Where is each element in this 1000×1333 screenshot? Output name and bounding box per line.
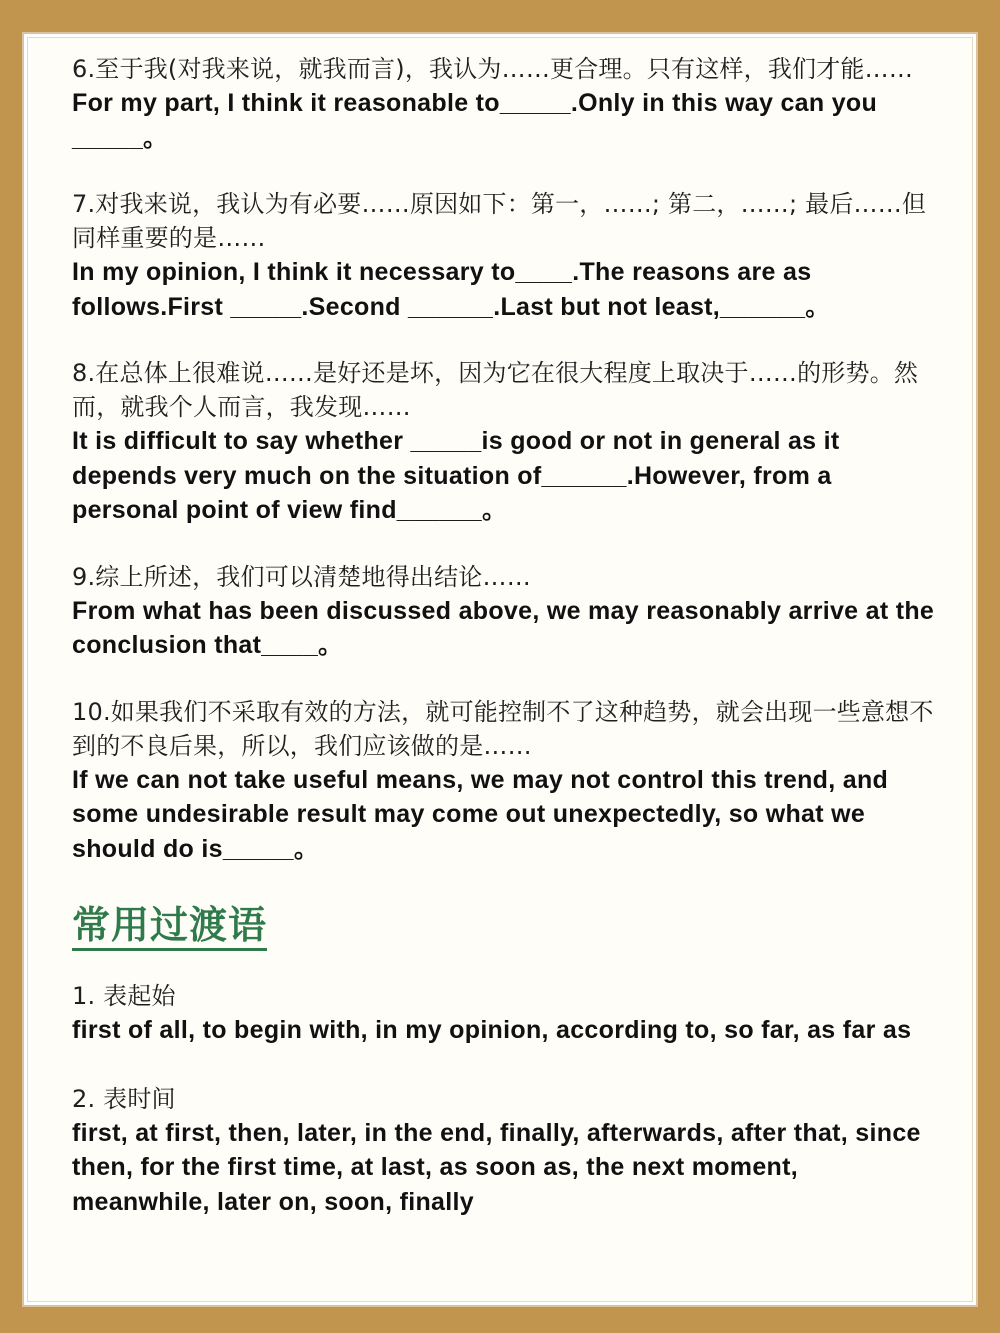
- phrase-english: For my part, I think it reasonable to_____.Only in this way can you _____。: [72, 89, 878, 152]
- phrase-item-7: [72, 187, 942, 324]
- phrase-chinese: 7.对我来说，我认为有必要……原因如下：第一，……; 第二，……; 最后……但同样重要的是……: [72, 190, 927, 252]
- group-label: 1. 表起始: [72, 982, 176, 1010]
- phrase-chinese: 10.如果我们不采取有效的方法，就可能控制不了这种趋势，就会出现一些意想不到的不良后果，所以，我们应该做的是……: [72, 697, 934, 760]
- transition-group-time: [72, 1082, 942, 1220]
- group-words: first of all, to begin with, in my opinion, according to, so far, as far as: [72, 1016, 912, 1044]
- document-content: [72, 52, 942, 1253]
- phrase-english: In my opinion, I think it necessary to____.The reasons are as follows.First _____.Second ______.Last but not least,______。: [72, 258, 831, 321]
- phrase-english: From what has been discussed above, we may reasonably arrive at the conclusion that____。: [72, 596, 935, 659]
- phrase-chinese: 6.至于我(对我来说，就我而言)，我认为……更合理。只有这样，我们才能……: [72, 55, 914, 83]
- phrase-item-8: [72, 356, 942, 528]
- phrase-english: It is difficult to say whether _____is good or not in general as it depends very much on the situation of______.However, from a personal point of view find______。: [72, 427, 840, 524]
- phrase-item-10: [72, 695, 942, 867]
- phrase-item-6: [72, 52, 942, 155]
- phrase-chinese: 9.综上所述，我们可以清楚地得出结论……: [72, 562, 531, 591]
- document-card: [22, 32, 978, 1307]
- phrase-chinese: 8.在总体上很难说……是好还是坏，因为它在很大程度上取决于……的形势。然而，就我个人而言，我发现……: [72, 359, 919, 421]
- group-words: first, at first, then, later, in the end, finally, afterwards, after that, since then, for the first time, at last, as soon as, the next moment, meanwhile, later on, soon, finally: [72, 1118, 921, 1216]
- group-label: 2. 表时间: [72, 1084, 176, 1113]
- transition-group-start: [72, 979, 942, 1048]
- section-heading: 常用过渡语: [72, 902, 267, 951]
- phrase-english: If we can not take useful means, we may not control this trend, and some undesirable result may come out unexpectedly, so what we should do is_____。: [72, 765, 889, 863]
- phrase-item-9: [72, 560, 942, 663]
